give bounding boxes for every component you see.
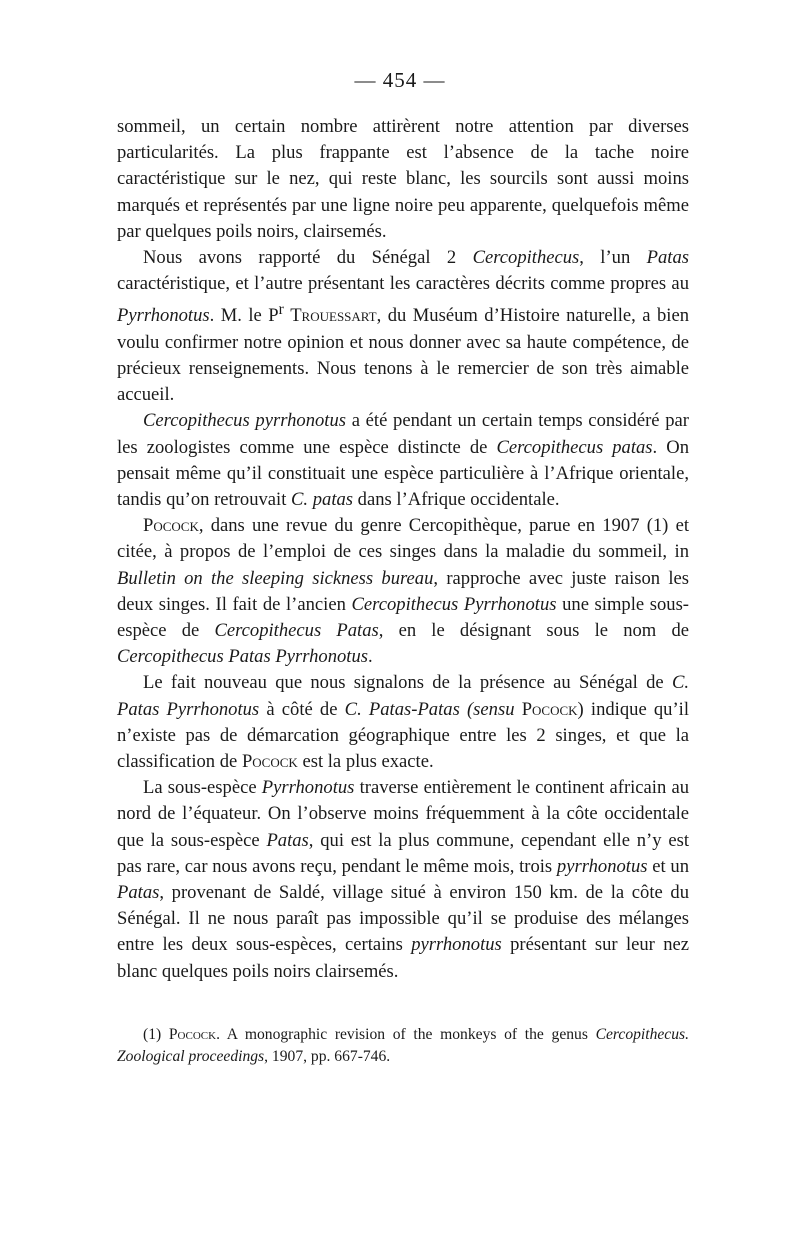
text-run: (1) — [143, 1026, 169, 1043]
text-run: , provenant de Saldé, village situé à environ 150 km. de la côte du Sénégal. Il ne nous paraît pas impossible qu’il se produise des mélanges entre les deux sous-espèces, certains — [117, 882, 689, 956]
text-run: , l’un — [579, 247, 647, 269]
paragraph — [117, 670, 689, 775]
text-run: , du Muséum d’Histoire naturelle, a bien voulu confirmer notre opinion et nous donner avec sa haute compétence, de précieux renseignements. Nous tenons à le remercier de son très aimable accueil. — [117, 305, 689, 406]
text-run: . M. le P — [209, 305, 279, 327]
text-run: , 1907, pp. 667-746. — [264, 1048, 391, 1065]
text-run: sommeil, un certain nombre attirèrent notre attention par diverses particularités. La plus frappante est l’absence de la tache noire caractéristique sur le nez, qui reste blanc, les sourcils sont aussi moins marqués et représentés par une ligne noire peu apparente, quelquefois même par quelques poils noirs, clairsemés. — [117, 116, 689, 242]
italic-text: pyrrhonotus — [411, 934, 502, 956]
italic-text: C. Patas Pyrrhonotus — [117, 672, 689, 720]
text-run: . On pensait même qu’il constituait une espèce particulière à l’Afrique orientale, tandis qu’on retrouvait — [117, 436, 689, 511]
paragraph — [117, 408, 689, 513]
text-run: a été pendant un certain temps considéré par les zoologistes comme une espèce distincte de — [117, 410, 690, 458]
text-run: est la plus exacte. — [297, 751, 434, 773]
italic-text: Patas — [117, 882, 160, 904]
small-caps-name: Pocock — [143, 515, 199, 537]
small-caps-name: Pocock — [168, 1026, 217, 1043]
text-run: . A monographic revision of the monkeys of the genus — [216, 1026, 596, 1043]
italic-text: Cercopithecus Pyrrhonotus — [351, 593, 557, 615]
text-run: , rapproche avec juste raison les deux singes. Il fait de l’ancien — [117, 567, 689, 615]
italic-text: Cercopithecus. Zoological proceedings — [117, 1026, 689, 1065]
text-run: à côté de — [259, 698, 345, 720]
text-run: La sous-espèce — [143, 777, 262, 799]
italic-text: Pyrrhonotus — [261, 777, 355, 799]
text-run: et un — [647, 855, 689, 877]
text-run: , en le désignant sous le nom de — [378, 620, 690, 642]
paragraph — [117, 245, 689, 408]
text-run: présentant sur leur nez blanc quelques poils noirs clairsemés. — [117, 934, 690, 982]
italic-text: pyrrhonotus — [556, 855, 648, 877]
italic-text: Cercopithecus — [472, 247, 580, 269]
italic-text: C. Patas-Patas (sensu — [344, 698, 515, 720]
small-caps-name: Pocock — [521, 698, 578, 720]
italic-text: Patas — [266, 829, 309, 851]
italic-text: Cercopithecus Patas Pyrrhonotus — [117, 646, 368, 668]
text-run: Le fait nouveau que nous signalons de la présence au Sénégal de — [143, 672, 672, 694]
small-caps-name: Pocock — [241, 751, 298, 773]
text-run: caractéristique, et l’autre présentant les caractères décrits comme propres au — [117, 273, 689, 295]
text-run: dans l’Afrique occidentale. — [353, 489, 560, 511]
italic-text: Cercopithecus pyrrhonotus — [143, 410, 346, 432]
italic-text: Patas — [646, 247, 689, 269]
body-text — [117, 114, 689, 985]
italic-text: Pyrrhonotus — [117, 305, 210, 327]
footnote — [117, 1024, 689, 1068]
text-run: , dans une revue du genre Cercopithèque, parue en 1907 (1) et citée, à propos de l’emploi de ces singes dans la maladie du sommeil, in — [117, 515, 689, 563]
paragraph — [117, 513, 689, 670]
footnote-text — [117, 1024, 689, 1068]
italic-text: Bulletin on the sleeping sickness bureau — [117, 567, 434, 589]
text-run: , qui est la plus commune, cependant elle n’y est pas rare, car nous avons reçu, pendant le même mois, trois — [117, 829, 689, 877]
italic-text: Cercopithecus Patas — [214, 620, 379, 642]
paragraph — [117, 775, 689, 985]
text-run: traverse entièrement le continent africain au nord de l’équateur. On l’observe moins fréquemment à la côte occidentale que la sous-espèce — [117, 777, 689, 851]
text-run: ) indique qu’il n’existe pas de démarcation géographique entre les 2 singes, et que la classification de — [117, 698, 689, 773]
italic-text: Cercopithecus patas — [496, 436, 653, 458]
text-run — [515, 699, 522, 720]
superscript: r — [278, 301, 284, 319]
text-run: Nous avons rapporté du Sénégal 2 — [143, 247, 473, 269]
page-number: — 454 — — [354, 68, 446, 92]
italic-text: C. patas — [291, 489, 354, 511]
text-run: une simple sous-espèce de — [117, 593, 690, 642]
small-caps-name: Trouessart — [290, 305, 377, 327]
text-run: . — [368, 646, 373, 668]
paragraph — [117, 114, 689, 245]
